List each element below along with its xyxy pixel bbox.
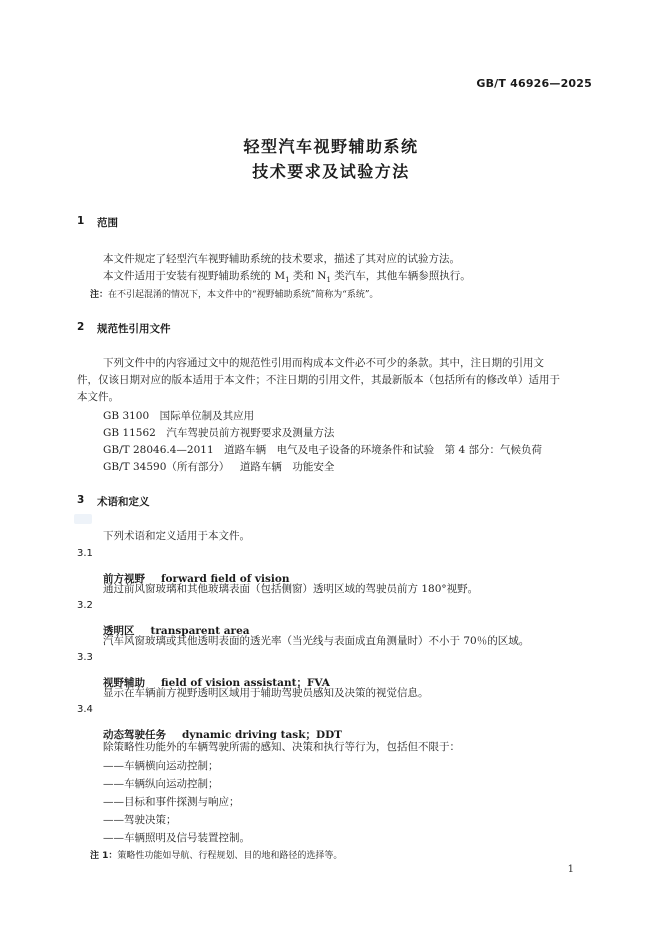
para2-post: 类汽车，其他车辆参照执行。 [330, 270, 471, 282]
section-3-note [90, 848, 342, 861]
note-label: 注： [90, 290, 109, 300]
section-1-number: 1 [77, 215, 85, 227]
term-number: 3.4 [77, 704, 93, 715]
list-item: ——驾驶决策； [103, 814, 177, 826]
term-definition: 汽车风窗玻璃或其他透明表面的透光率（当光线与表面成直角测量时）不小于 70％的区域。 [103, 635, 530, 647]
para2-pre: 本文件适用于安装有视野辅助系统的 M [103, 270, 286, 282]
reference-code: GB 3100 [103, 410, 150, 422]
term-en: forward field of vision [161, 573, 290, 585]
term-number: 3.2 [77, 600, 93, 611]
section-1-paragraph-1: 本文件规定了轻型汽车视野辅助系统的技术要求，描述了其对应的试验方法。 [103, 253, 460, 265]
term-en: transparent area [150, 625, 250, 637]
section-1-title: 范围 [97, 217, 118, 229]
watermark-mark [74, 514, 92, 524]
term-en: dynamic driving task；DDT [182, 729, 342, 741]
term-en: field of vision assistant；FVA [161, 677, 330, 689]
page-number: 1 [567, 864, 574, 875]
section-2-intro-line-3: 本文件。 [77, 391, 119, 403]
note-text: 策略性功能如导航、行程规划、目的地和路径的选择等。 [117, 851, 343, 861]
list-item: ——车辆横向运动控制； [103, 760, 219, 772]
section-2-number: 2 [77, 321, 85, 333]
term-definition: 显示在车辆前方视野透明区域用于辅助驾驶员感知及决策的视觉信息。 [103, 687, 429, 699]
para2-mid: 类和 N [289, 270, 327, 282]
note-label: 注 1： [90, 851, 118, 861]
section-2-title: 规范性引用文件 [97, 323, 171, 335]
list-item: ——目标和事件探测与响应； [103, 796, 240, 808]
list-item: ——车辆纵向运动控制； [103, 778, 219, 790]
section-1-note [90, 287, 378, 300]
term-zh: 前方视野 [103, 573, 145, 585]
term-definition: 通过前风窗玻璃和其他玻璃表面（包括侧窗）透明区域的驾驶员前方 180°视野。 [103, 583, 479, 595]
note-text: 在不引起混淆的情况下，本文件中的“视野辅助系统”简称为“系统”。 [108, 290, 379, 300]
para2-sub1: 1 [285, 276, 290, 285]
document-title-line1: 轻型汽车视野辅助系统 [243, 137, 419, 156]
reference-item [103, 425, 334, 440]
term-number: 3.1 [77, 548, 93, 559]
document-title-line2: 技术要求及试验方法 [252, 162, 410, 181]
reference-title: 国际单位制及其应用 [159, 410, 255, 422]
section-3-number: 3 [77, 494, 85, 506]
standard-code: GB/T 46926—2025 [476, 77, 592, 90]
reference-title: 道路车辆 功能安全 [239, 461, 335, 473]
reference-item [103, 408, 254, 423]
reference-title: 道路车辆 电气及电子设备的环境条件和试验 第 4 部分：气候负荷 [224, 444, 542, 456]
term-definition: 除策略性功能外的车辆驾驶所需的感知、决策和执行等行为，包括但不限于： [103, 741, 460, 753]
section-2-intro-line-1: 下列文件中的内容通过文中的规范性引用而构成本文件必不可少的条款。其中，注日期的引用文 [103, 357, 544, 369]
term-zh: 动态驾驶任务 [103, 729, 166, 741]
reference-title: 汽车驾驶员前方视野要求及测量方法 [166, 427, 335, 439]
para2-sub2: 1 [326, 276, 331, 285]
reference-item [103, 459, 334, 474]
term-zh: 视野辅助 [103, 677, 145, 689]
section-2-intro-line-2: 件，仅该日期对应的版本适用于本文件；不注日期的引用文件，其最新版本（包括所有的修改单）适用于 [77, 374, 560, 386]
section-1-paragraph-2 [103, 268, 471, 284]
section-3-intro: 下列术语和定义适用于本文件。 [103, 530, 250, 542]
reference-item [103, 442, 542, 457]
section-3-title: 术语和定义 [97, 496, 150, 508]
list-item: ——车辆照明及信号装置控制。 [103, 832, 250, 844]
term-zh: 透明区 [103, 625, 135, 637]
term-number: 3.3 [77, 652, 93, 663]
reference-code: GB/T 34590（所有部分） [103, 461, 230, 473]
reference-code: GB 11562 [103, 427, 156, 439]
reference-code: GB/T 28046.4—2011 [103, 444, 214, 456]
